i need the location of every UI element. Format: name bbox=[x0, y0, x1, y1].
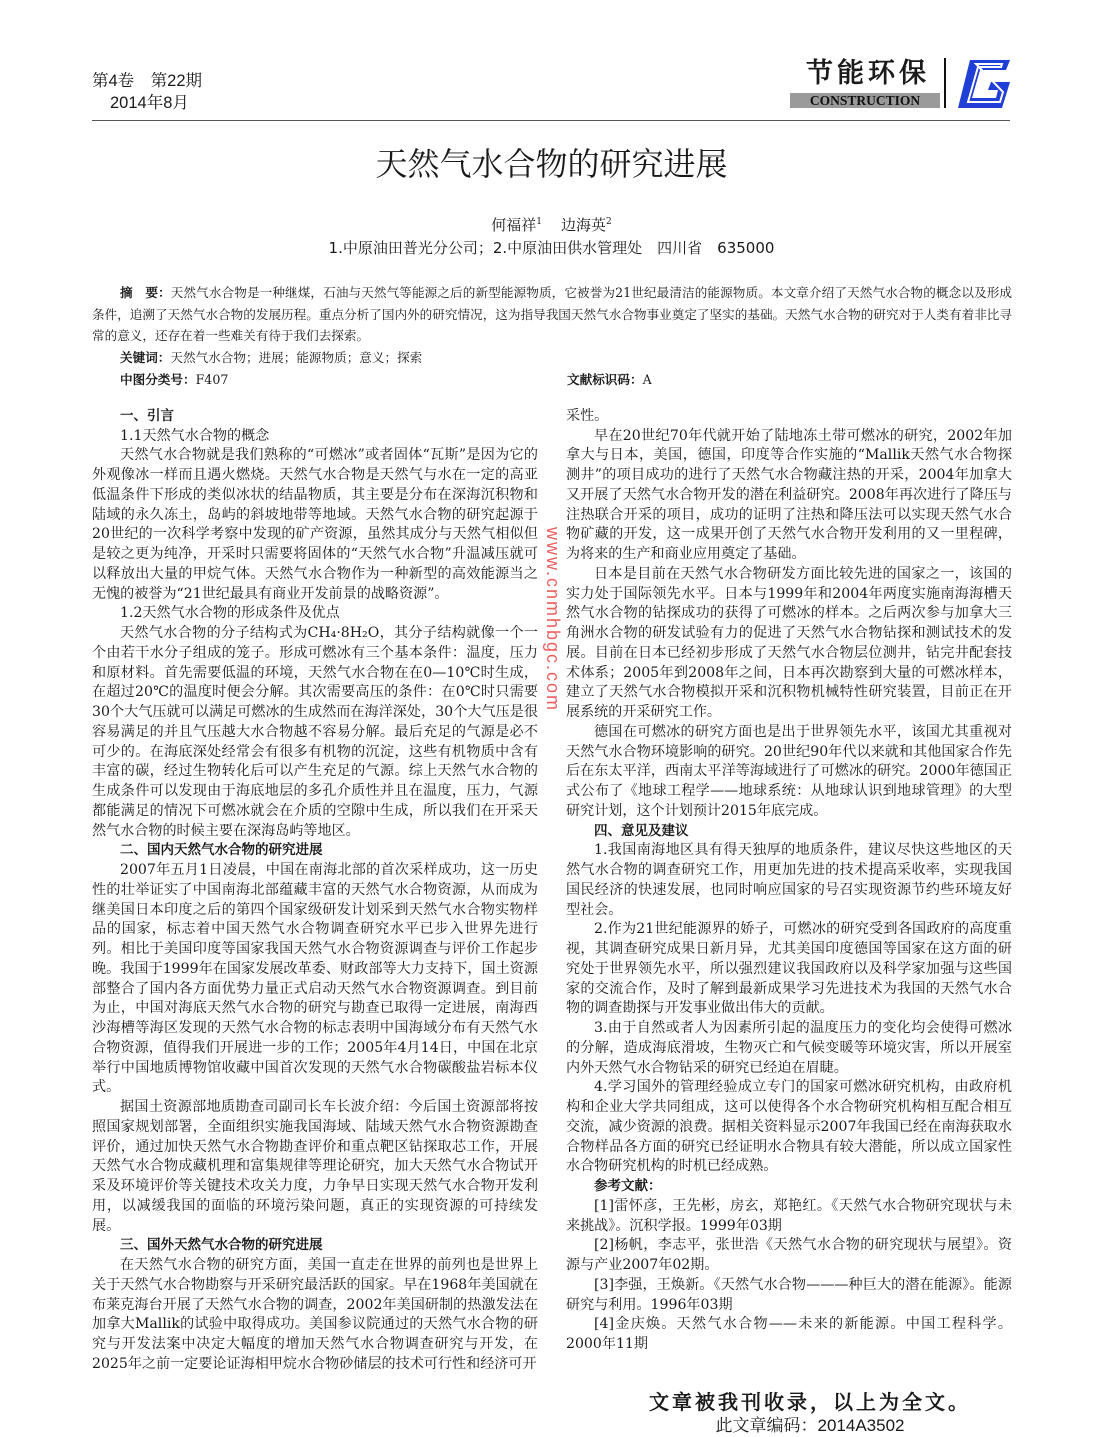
section-heading: 一、引言 bbox=[120, 407, 174, 424]
body-paragraph: 早在20世纪70年代就开始了陆地冻土带可燃冰的研究，2002年加拿大与日本，美国，德国，印度等合作实施的“Mallik天然气水合物探测井”的项目成功的进行了天然气水合物藏注热的开采，2004年加拿大又开展了天然气水合物开发的潜在利益研究。2008年再次进行了降压与注热联合开采的项目，成功的证明了注热和降压法可以实现天然气水合物矿藏的开发，这一成果开创了天然气水合物开发利用的又一里程碑，为将来的生产和商业应用奠定了基础。 bbox=[566, 427, 1012, 563]
body-paragraph: 天然气水合物就是我们熟称的“可燃冰”或者固体“瓦斯”是因为它的外观像冰一样而且遇火燃烧。天然气水合物是天然气与水在一定的高亚低温条件下形成的类似冰状的结晶物质，其主要是分布在深海沉积物和陆域的永久冻土，岛屿的斜坡地带等地域。天然气水合物的研究起源于20世纪的一次科学考察中发现的矿产资源，虽然其成分与天然气相似但是较之更为纯净，开采时只需要将固体的“天然气水合物”升温减压就可以释放出大量的甲烷气体。天然气水合物作为一种新型的高效能源当之无愧的被誉为“21世纪最具有商业开发前景的战略资源”。 bbox=[92, 447, 538, 602]
abstract-text: 天然气水合物是一种继煤，石油与天然气等能源之后的新型能源物质，它被誉为21世纪最清洁的能源物质。本文章介绍了天然气水合物的概念以及形成条件，追溯了天然气水合物的发展历程。重点分析了国内外的研究情况，这为指导我国天然气水合物事业奠定了坚实的基础。天然气水合物的研究对于人类有着非比寻常的意义，还存在着一些难关有待于我们去探索。 bbox=[92, 285, 1012, 344]
column-gutter bbox=[538, 407, 566, 1375]
body-paragraph: [1]雷怀彦，王先彬，房玄，郑艳红。《天然气水合物研究现状与未来挑战》。沉积学报。1999年03期 bbox=[566, 1197, 1012, 1234]
watermark: www.cnmhbgc.com bbox=[543, 526, 563, 712]
body-paragraph: [2]杨帆，李志平，张世浩《天然气水合物的研究现状与展望》。资源与产业2007年02期。 bbox=[566, 1237, 1012, 1274]
author-name: 何福祥 bbox=[491, 216, 537, 234]
footer-notice: 文章被我刊收录，以上为全文。 bbox=[649, 1389, 971, 1414]
body-columns bbox=[92, 407, 1012, 1375]
author-name: 边海英 bbox=[561, 216, 607, 234]
body-paragraph: 德国在可燃冰的研究方面也是出于世界领先水平，该国尤其重视对天然气水合物环境影响的研究。20世纪90年代以来就和其他国家合作先后在东太平洋，西南太平洋等海域进行了可燃冰的研究。2000年德国正式公布了《地球工程学——地球系统：从地球认识到地球管理》的大型研究计划，这个计划预计2015年底完成。 bbox=[566, 723, 1012, 819]
keywords-text: 天然气水合物；进展；能源物质；意义；探索 bbox=[170, 349, 423, 365]
body-paragraph: 在天然气水合物的研究方面，美国一直走在世界的前列也是世界上关于天然气水合物勘察与开采研究最活跃的国家。早在1968年美国就在布莱克海台开展了天然气水合物的调查，2002年美国研制的热激发法在加拿大Mallik的试验中取得成功。美国参议院通过的天然气水合物的研究与开发法案中决定大幅度的增加天然气水合物调查研究与开发，在2025年之前一定要论证海相甲烷水合物砂储层的技术可行性和经济可开 bbox=[92, 1257, 538, 1372]
footer-code: 此文章编码：2014A3502 bbox=[715, 1415, 905, 1435]
journal-name: 节能环保 bbox=[806, 58, 930, 89]
body-paragraph: 3.由于自然或者人为因素所引起的温度压力的变化均会使得可燃冰的分解，造成海底滑坡，生物灭亡和气候变暖等环境灾害，所以开展室内外天然气水合物钻采的研究已经迫在眉睫。 bbox=[566, 1020, 1012, 1076]
author-sup: 2 bbox=[606, 217, 612, 227]
body-column-right bbox=[566, 407, 1012, 1375]
classification-text: F407 bbox=[195, 371, 229, 387]
body-paragraph: [4]金庆焕。天然气水合物——未来的新能源。中国工程科学。2000年11期 bbox=[566, 1316, 1012, 1353]
section-heading: 参考文献： bbox=[594, 1178, 662, 1195]
doc-code-text: A bbox=[642, 371, 652, 387]
body-paragraph: 天然气水合物的分子结构式为CH₄·8H₂O，其分子结构就像一个一个由若干水分子组成的笼子。形成可燃冰有三个基本条件：温度，压力和原材料。首先需要低温的环境，天然气水合物在在0—10℃时生成，在超过20℃的温度时便会分解。其次需要高压的条件：在0℃时只需要30个大气压就可以满足可燃冰的生成然而在海洋深处，30个大气压是很容易满足的并且气压越大水合物越不容易分解。最后充足的气源是必不可少的。在海底深处经常会有很多有机物的沉淀，这些有机物质中含有丰富的碳，经过生物转化后可以产生充足的气源。综上天然气水合物的生成条件可以发现由于海底地层的多孔介质性并且在温度，压力，气源都能满足的情况下可燃冰就会在介质的空隙中生成，所以我们在开采天然气水合物的时候主要在深海岛屿等地区。 bbox=[92, 625, 538, 839]
body-paragraph: 4.学习国外的管理经验成立专门的国家可燃冰研究机构，由政府机构和企业大学共同组成，这可以使得各个水合物研究机构相互配合相互交流，减少资源的浪费。据相关资料显示2007年我国已经在南海获取水合物样品各方面的研究已经证明水合物具有较大潜能，所以成立国家性水合物研究机构的时机已经成熟。 bbox=[566, 1079, 1012, 1175]
affiliation: 1.中原油田普光分公司；2.中原油田供水管理处 四川省 635000 bbox=[328, 239, 775, 257]
subsection-heading: 1.1天然气水合物的概念 bbox=[120, 427, 270, 444]
body-paragraph: [3]李强，王焕新。《天然气水合物———种巨大的潜在能源》。能源研究与利用。1996年03期 bbox=[566, 1276, 1012, 1313]
volume-issue: 第4卷 第22期 bbox=[92, 72, 203, 90]
doc-code bbox=[567, 369, 652, 391]
article-title: 天然气水合物的研究进展 bbox=[375, 145, 728, 183]
journal-name-en: CONSTRUCTION bbox=[790, 93, 940, 108]
section-heading: 三、国外天然气水合物的研究进展 bbox=[120, 1237, 323, 1254]
body-paragraph: 1.我国南海地区具有得天独厚的地质条件，建议尽快这些地区的天然气水合物的调查研究工作，用更加先进的技术提高采收率，实现我国国民经济的快速发展，也同时响应国家的号召实现资源节约些环境友好型社会。 bbox=[566, 842, 1012, 918]
body-paragraph: 采性。 bbox=[566, 407, 609, 424]
section-heading: 四、意见及建议 bbox=[594, 822, 689, 839]
classification-row bbox=[92, 369, 1012, 391]
body-paragraph: 据国土资源部地质勘查司副司长车长波介绍：今后国土资源部将按照国家规划部署，全面组织实施我国海域、陆域天然气水合物资源勘查评价，通过加快天然气水合物勘查评价和重点靶区钻探取芯工作，开展天然气水合物成藏机理和富集规律等理论研究，加大天然气水合物试开采及环境评价等关键技术攻关力度，力争早日实现天然气水合物开发利用，以减缓我国的面临的环境污染问题，真正的实现资源的可持续发展。 bbox=[92, 1099, 538, 1234]
body-column-left bbox=[92, 407, 538, 1375]
classification-label: 中图分类号： bbox=[120, 371, 196, 387]
abstract bbox=[92, 282, 1012, 347]
body-paragraph: 2.作为21世纪能源界的娇子，可燃冰的研究受到各国政府的高度重视，其调查研究成果日新月异，尤其美国印度德国等国家在这方面的研究处于世界领先水平，所以强烈建议我国政府以及科学家加强与这些国家的交流合作，及时了解到最新成果学习先进技术为我国的天然气水合物的调查勘探与开发事业做出伟大的贡献。 bbox=[566, 921, 1012, 1017]
section-heading: 二、国内天然气水合物的研究进展 bbox=[120, 842, 323, 859]
body-paragraph: 2007年五月1日凌晨，中国在南海北部的首次采样成功，这一历史性的壮举证实了中国南海北部蕴藏丰富的天然气水合物资源，从而成为继美国日本印度之后的第四个国家级研发计划采到天然气水合物实物样品的国家，标志着中国天然气水合物调查研究水平已步入世界先进行列。相比于美国印度等国家我国天然气水合物资源调查与评价工作起步晚。我国于1999年在国家发展改革委、财政部等大力支持下，国土资源部整合了国内各方面优势力量正式启动天然气水合物资源调查。到目前为止，中国对海底天然气水合物的研究与勘查已取得一定进展，南海西沙海槽等海区发现的天然气水合物的标志表明中国海域分布有天然气水合物资源，值得我们开展进一步的工作；2005年4月14日，中国在北京举行中国地质博物馆收藏中国首次发现的天然气水合物碳酸盐岩标本仪式。 bbox=[92, 862, 538, 1096]
doc-code-label: 文献标识码： bbox=[567, 371, 643, 387]
classification bbox=[120, 369, 567, 391]
keywords-label: 关键词： bbox=[120, 349, 171, 365]
issue-date: 2014年8月 bbox=[110, 94, 189, 112]
abstract-label: 摘 要： bbox=[120, 285, 171, 300]
subsection-heading: 1.2天然气水合物的形成条件及优点 bbox=[120, 605, 340, 622]
keywords bbox=[92, 347, 1012, 369]
body-paragraph: 日本是目前在天然气水合物研发方面比较先进的国家之一，该国的实力处于国际领先水平。日本与1999年和2004年两度实施南海海槽天然气水合物的钻探成功的获得了可燃冰的样本。之后两次参与加拿大三角洲水合物的研发试验有力的促进了天然气水合物钻探和测试技术的发展。目前在日本已经初步形成了天然气水合物层位测井，钻完井配套技术体系；2005年到2008年之间，日本再次勘察到大量的可燃冰样本，建立了天然气水合物模拟开采和沉积物机械特性研究装置，目前正在开展系统的开采研究工作。 bbox=[566, 565, 1012, 721]
footer bbox=[560, 1389, 1060, 1437]
author-sup: 1 bbox=[536, 217, 542, 227]
article-body bbox=[92, 0, 1012, 1437]
